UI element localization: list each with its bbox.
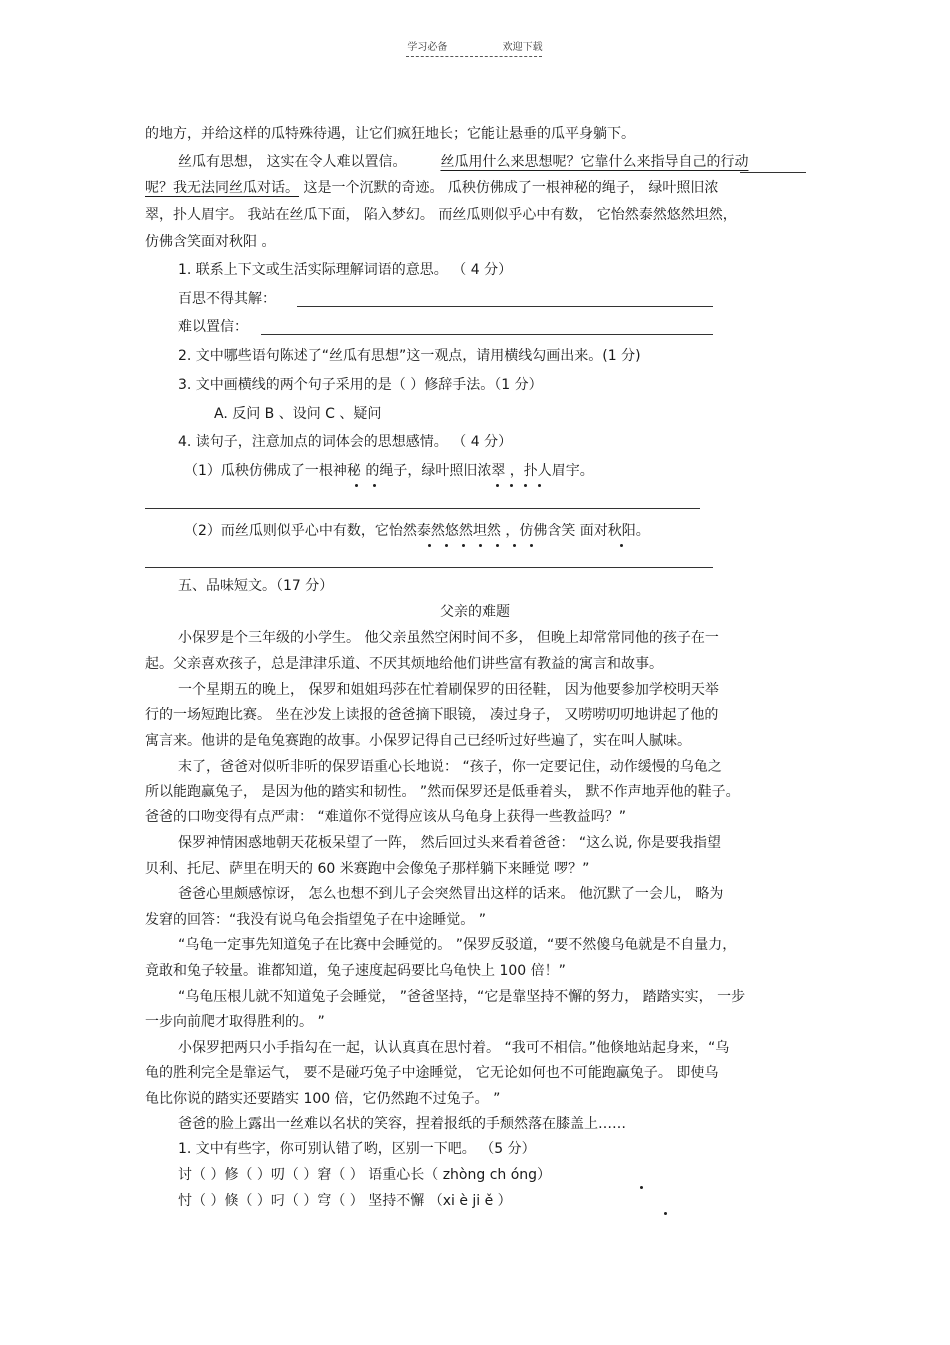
char-distinction-row-1: 讨（ ）修（ ）叨（ ）窘（ ） 语重心长（ zhòng ch óng） xyxy=(178,1167,552,1183)
emphasis-dot xyxy=(373,484,376,487)
section-5-question-1: 1. 文中有些字，你可别认错了哟，区别一下吧。 （5 分） xyxy=(178,1141,536,1157)
emphasis-dot xyxy=(513,544,516,547)
story-line: 竟敢和兔子较量。谁都知道，兔子速度起码要比乌龟快上 100 倍！” xyxy=(145,963,566,979)
story-line: 小保罗把两只小手指勾在一起，认认真真在思忖着。 “我可不相信。”他倏地站起身来，“乌 xyxy=(178,1040,730,1056)
answer-line xyxy=(145,508,700,509)
emphasis-dot xyxy=(664,1212,667,1215)
story-title: 父亲的难题 xyxy=(440,604,510,620)
emphasis-dot xyxy=(620,544,623,547)
emphasis-dot xyxy=(445,544,448,547)
story-line: 起。父亲喜欢孩子，总是津津乐道、不厌其烦地给他们讲些富有教益的寓言和故事。 xyxy=(145,656,663,672)
page-header xyxy=(0,38,950,53)
question-2: 2. 文中哪些语句陈述了“丝瓜有思想”这一观点，请用横线勾画出来。(1 分) xyxy=(178,348,641,364)
underlined-sentence: 呢？我无法同丝瓜对话。 xyxy=(145,180,299,196)
question-1a-label: 百思不得其解： xyxy=(178,291,276,307)
story-line: 爸爸的口吻变得有点严肃： “难道你不觉得应该从乌龟身上获得一些教益吗？” xyxy=(145,809,626,825)
question-1: 1. 联系上下文或生活实际理解词语的意思。 （ 4 分） xyxy=(178,262,513,278)
underline-extension xyxy=(740,172,806,173)
passage-line xyxy=(145,179,718,197)
header-left-text: 学习必备 xyxy=(407,42,448,53)
question-1b-label: 难以置信： xyxy=(178,319,248,335)
story-line: 小保罗是个三年级的小学生。 他父亲虽然空闲时间不多， 但晚上却常常同他的孩子在一 xyxy=(178,630,719,646)
emphasis-dot xyxy=(640,1186,643,1189)
emphasis-dot xyxy=(462,544,465,547)
question-3: 3. 文中画横线的两个句子采用的是（ ）修辞手法。（1 分） xyxy=(178,377,543,393)
question-4-2: （2）而丝瓜则似乎心中有数，它怡然泰然悠然坦然 ，仿佛含笑 面对秋阳。 xyxy=(184,523,650,539)
emphasis-dot xyxy=(538,484,541,487)
char-distinction-row-2: 忖（ ）倏（ ）叼（ ）穹（ ） 坚持不懈 （xi è ji ě ） xyxy=(178,1193,512,1209)
question-4-1: （1）瓜秧仿佛成了一根神秘 的绳子，绿叶照旧浓翠 ，扑人眉宇。 xyxy=(184,463,594,479)
answer-line xyxy=(145,567,713,568)
passage-line: 的地方，并给这样的瓜特殊待遇，让它们疯狂地长；它能让悬垂的瓜平身躺下。 xyxy=(145,126,635,142)
story-line: 寓言来。他讲的是龟兔赛跑的故事。小保罗记得自己已经听过好些遍了，实在叫人腻味。 xyxy=(145,733,691,749)
emphasis-dot xyxy=(355,484,358,487)
story-line: 所以能跑赢兔子， 是因为他的踏实和韧性。 ”然而保罗还是低垂着头， 默不作声地弄他的鞋子。 xyxy=(145,784,740,800)
story-line: 末了，爸爸对似听非听的保罗语重心长地说： “孩子，你一定要记住，动作缓慢的乌龟之 xyxy=(178,759,722,775)
story-line: “乌龟压根儿就不知道兔子会睡觉， ”爸爸坚持，“它是靠坚持不懈的努力， 踏踏实实， 一步 xyxy=(178,989,746,1005)
underlined-sentence: 丝瓜用什么来思想呢？它靠什么来指导自己的行动 xyxy=(440,154,749,170)
story-line: 龟比你说的踏实还要踏实 100 倍，它仍然跑不过兔子。 ” xyxy=(145,1091,501,1107)
question-3-options: A. 反问 B 、设问 C 、疑问 xyxy=(214,406,382,422)
emphasis-dot xyxy=(496,544,499,547)
passage-line xyxy=(178,153,748,171)
story-line: 爸爸的脸上露出一丝难以名状的笑容，捏着报纸的手颓然落在膝盖上…… xyxy=(178,1116,626,1132)
header-right-text: 欢迎下载 xyxy=(502,42,543,53)
question-4: 4. 读句子，注意加点的词体会的思想感情。 （ 4 分） xyxy=(178,434,513,450)
story-line: 行的一场短跑比赛。 坐在沙发上读报的爸爸摘下眼镜， 凑过身子， 又唠唠叨叨地讲起了他的 xyxy=(145,707,719,723)
emphasis-dot xyxy=(524,484,527,487)
emphasis-dot xyxy=(479,544,482,547)
passage-text: 丝瓜有思想， 这实在令人难以置信。 xyxy=(178,154,407,170)
story-line: 龟的胜利完全是靠运气， 要不是碰巧兔子中途睡觉， 它无论如何也不可能跑赢兔子。 即使乌 xyxy=(145,1065,719,1081)
story-line: 一个星期五的晚上， 保罗和姐姐玛莎在忙着刷保罗的田径鞋， 因为他要参加学校明天举 xyxy=(178,682,719,698)
story-line: 保罗神情困惑地朝天花板呆望了一阵， 然后回过头来看着爸爸： “这么说, 你是要我指望 xyxy=(178,835,722,851)
passage-line: 仿佛含笑面对秋阳 。 xyxy=(145,234,276,250)
section-5-heading: 五、品味短文。（17 分） xyxy=(178,578,334,594)
answer-line xyxy=(297,306,713,307)
story-line: 贝利、托尼、萨里在明天的 60 米赛跑中会像兔子那样躺下来睡觉 啰？” xyxy=(145,861,590,877)
story-line: 一步向前爬才取得胜利的。 ” xyxy=(145,1014,325,1030)
passage-text: 这是一个沉默的奇迹。 瓜秧仿佛成了一根神秘的绳子， 绿叶照旧浓 xyxy=(299,180,719,196)
passage-line: 翠，扑人眉宇。 我站在丝瓜下面， 陷入梦幻。 而丝瓜则似乎心中有数， 它怡然泰然悠然坦然， xyxy=(145,207,737,223)
emphasis-dot xyxy=(530,544,533,547)
story-line: 爸爸心里颇感惊讶， 怎么也想不到儿子会突然冒出这样的话来。 他沉默了一会儿， 略为 xyxy=(178,886,724,902)
story-line: “乌龟一定事先知道兔子在比赛中会睡觉的。 ”保罗反驳道，“要不然傻乌龟就是不自量力， xyxy=(178,937,737,953)
emphasis-dot xyxy=(496,484,499,487)
story-line: 发窘的回答：“我没有说乌龟会指望兔子在中途睡觉。 ” xyxy=(145,912,486,928)
emphasis-dot xyxy=(428,544,431,547)
emphasis-dot xyxy=(510,484,513,487)
header-divider xyxy=(406,56,542,57)
answer-line xyxy=(261,334,713,335)
